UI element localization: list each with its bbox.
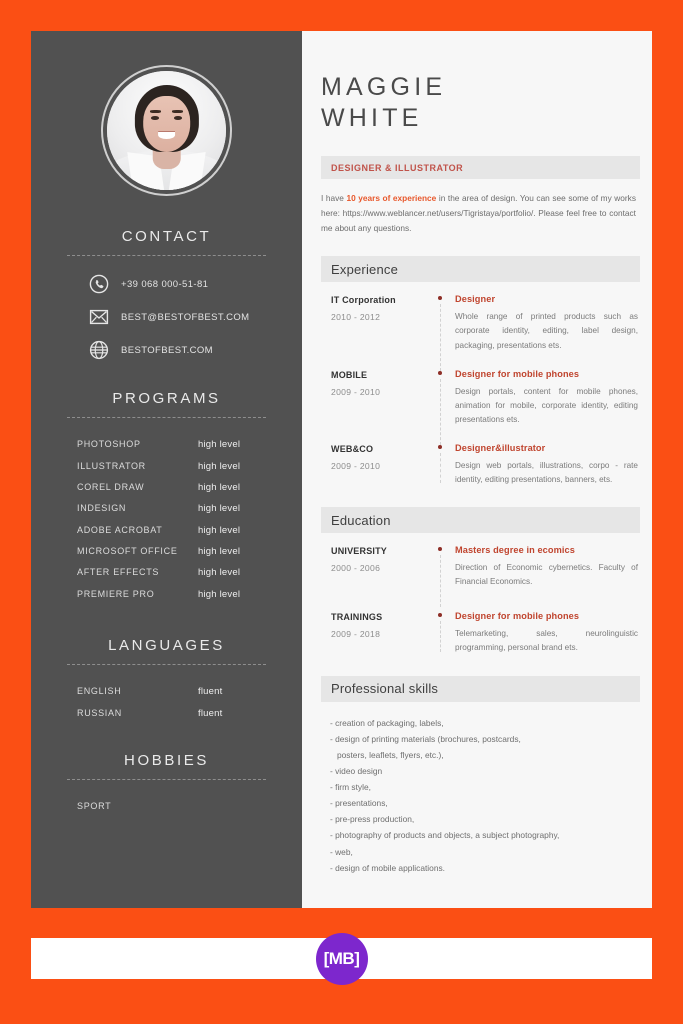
contact-email-value: BEST@BESTOFBEST.COM: [121, 311, 250, 323]
list-item: posters, leaflets, flyers, etc.),: [330, 749, 444, 760]
entry-description: Design portals, content for mobile phones, animation for mobile, corporate identity, editing presentations ets.: [455, 386, 638, 424]
entry-title: Designer&illustrator: [455, 442, 546, 453]
section-header-education: [321, 507, 640, 533]
program-name: AFTER EFFECTS: [77, 567, 160, 578]
list-item: - design of mobile applications.: [330, 862, 445, 873]
timeline-dot-icon: [438, 613, 442, 617]
program-name: ILLUSTRATOR: [77, 460, 146, 471]
program-level: high level: [198, 460, 241, 472]
timeline-rail: [437, 369, 455, 427]
language-level: fluent: [198, 686, 223, 698]
list-item: [77, 477, 260, 498]
intro-after: in the area of design. You can see some of my works here: https://www.weblancer.net/users/Tigristaya/portfolio/. Please feel free to contact me about any questions.: [321, 193, 636, 234]
experience-entries: [321, 294, 640, 487]
entry-org: UNIVERSITY: [331, 546, 388, 557]
hobby-name: SPORT: [77, 800, 112, 811]
program-name: ADOBE ACROBAT: [77, 524, 163, 535]
entry-date: 2010 - 2012: [331, 312, 381, 323]
entry-description: Direction of Economic cybernetics. Faculty of Financial Economics.: [455, 563, 638, 587]
contact-website-value: BESTOFBEST.COM: [121, 344, 213, 356]
timeline-line: [440, 621, 441, 651]
language-name: ENGLISH: [77, 686, 122, 697]
program-name: PREMIERE PRO: [77, 588, 155, 599]
sidebar-section-contact: [31, 228, 302, 360]
timeline-entry: [331, 545, 640, 589]
list-item: [77, 520, 260, 541]
list-item: - firm style,: [330, 782, 371, 793]
entry-body: [455, 545, 640, 589]
timeline-entry: [331, 443, 640, 487]
entry-meta: [331, 369, 437, 427]
sidebar-section-hobbies: [31, 752, 302, 816]
experience-heading: Experience: [331, 261, 399, 277]
divider-languages: [67, 664, 266, 665]
divider-hobbies: [67, 779, 266, 780]
intro-paragraph: [321, 191, 640, 236]
program-level: high level: [198, 481, 241, 493]
program-level: high level: [198, 567, 241, 579]
globe-icon: [89, 340, 109, 360]
timeline-dot-icon: [438, 547, 442, 551]
entry-title: Designer for mobile phones: [455, 611, 580, 622]
languages-list: [31, 681, 302, 724]
brand-logo[interactable]: [MB]: [316, 933, 368, 985]
sidebar-section-languages: [31, 637, 302, 724]
list-item: - video design: [330, 765, 383, 776]
list-item: [77, 681, 260, 702]
entry-title: Designer for mobile phones: [455, 368, 580, 379]
list-item: [77, 455, 260, 476]
sidebar: [31, 31, 302, 908]
entry-meta: [331, 294, 437, 352]
timeline-rail: [437, 545, 455, 589]
job-title-band: [321, 156, 640, 179]
intro-before: I have: [321, 193, 347, 203]
contact-heading: CONTACT: [121, 228, 212, 245]
timeline-rail: [437, 294, 455, 352]
list-item: [77, 796, 260, 816]
entry-org: WEB&CO: [331, 443, 374, 454]
contact-item-email[interactable]: [89, 307, 302, 327]
program-name: INDESIGN: [77, 503, 127, 514]
page-title: [321, 72, 640, 134]
resume-card: [31, 31, 652, 908]
entry-description: Telemarketing, sales, neurolinguistic programming, personal brand ets.: [455, 629, 638, 653]
entry-org: IT Corporation: [331, 295, 396, 306]
timeline-rail: [437, 611, 455, 655]
entry-meta: [331, 443, 437, 487]
entry-body: [455, 443, 640, 487]
entry-date: 2009 - 2010: [331, 386, 381, 397]
entry-body: [455, 294, 640, 352]
section-header-experience: [321, 256, 640, 282]
divider-contact: [67, 255, 266, 256]
photo-ring: [101, 65, 232, 196]
timeline-entry: [331, 611, 640, 655]
timeline-rail: [437, 443, 455, 487]
program-level: high level: [198, 439, 241, 451]
timeline-line: [440, 304, 441, 370]
entry-meta: [331, 611, 437, 655]
list-item: - creation of packaging, labels,: [330, 717, 444, 728]
entry-description: Design web portals, illustrations, corpo - rate identity, editing presentations, banners, ets.: [455, 460, 638, 485]
programs-heading: PROGRAMS: [112, 390, 221, 407]
entry-date: 2009 - 2018: [331, 629, 381, 640]
phone-icon: [89, 274, 109, 294]
main-column: [302, 31, 652, 908]
timeline-dot-icon: [438, 371, 442, 375]
program-level: high level: [198, 546, 241, 558]
program-name: MICROSOFT OFFICE: [77, 546, 178, 557]
timeline-dot-icon: [438, 445, 442, 449]
programs-list: [31, 434, 302, 605]
languages-heading: LANGUAGES: [108, 637, 225, 654]
entry-title: Masters degree in ecomics: [455, 545, 575, 556]
timeline-entry: [331, 294, 640, 352]
entry-meta: [331, 545, 437, 589]
entry-description: Whole range of printed products such as corporate identity, editing, label design, packaging, presentations ets.: [455, 312, 638, 350]
program-name: COREL DRAW: [77, 481, 145, 492]
program-level: high level: [198, 588, 241, 600]
list-item: [77, 562, 260, 583]
education-entries: [321, 545, 640, 655]
education-heading: Education: [331, 512, 391, 528]
last-name: WHITE: [321, 104, 423, 132]
list-item: - photography of products and objects, a subject photography,: [330, 830, 560, 841]
list-item: - pre-press production,: [330, 814, 415, 825]
list-item: [77, 584, 260, 605]
list-item: [77, 541, 260, 562]
job-title: DESIGNER & ILLUSTRATOR: [331, 162, 464, 173]
entry-date: 2009 - 2010: [331, 460, 381, 471]
list-item: - web,: [330, 846, 353, 857]
timeline-line: [440, 379, 441, 445]
entry-body: [455, 611, 640, 655]
list-item: [77, 434, 260, 455]
sidebar-section-programs: [31, 390, 302, 605]
first-name: MAGGIE: [321, 73, 447, 101]
language-level: fluent: [198, 707, 223, 719]
professional-skills-list: [321, 715, 640, 890]
contact-phone-value: +39 068 000-51-81: [121, 278, 209, 290]
entry-date: 2000 - 2006: [331, 563, 381, 574]
program-level: high level: [198, 503, 241, 515]
avatar: [107, 71, 226, 190]
entry-org: MOBILE: [331, 369, 368, 380]
program-name: PHOTOSHOP: [77, 439, 141, 450]
contact-list: [31, 274, 302, 360]
envelope-icon: [89, 307, 109, 327]
timeline-entry: [331, 369, 640, 427]
timeline-dot-icon: [438, 296, 442, 300]
program-level: high level: [198, 524, 241, 536]
language-name: RUSSIAN: [77, 707, 122, 718]
entry-title: Designer: [455, 294, 496, 305]
list-item: - design of printing materials (brochures, postcards,: [330, 733, 521, 744]
entry-org: TRAININGS: [331, 612, 383, 623]
contact-item-phone[interactable]: [89, 274, 302, 294]
list-item: [77, 498, 260, 519]
list-item: - presentations,: [330, 798, 388, 809]
professional-skills-heading: Professional skills: [331, 681, 439, 697]
divider-programs: [67, 417, 266, 418]
photo-wrap: [31, 65, 302, 196]
intro-highlight: 10 years of experience: [346, 193, 437, 203]
section-header-professional-skills: [321, 676, 640, 702]
list-item: [77, 702, 260, 723]
hobbies-list: [31, 796, 302, 816]
timeline-line: [440, 555, 441, 607]
contact-item-website[interactable]: [89, 340, 302, 360]
timeline-line: [440, 453, 441, 483]
entry-body: [455, 369, 640, 427]
hobbies-heading: HOBBIES: [124, 751, 209, 769]
